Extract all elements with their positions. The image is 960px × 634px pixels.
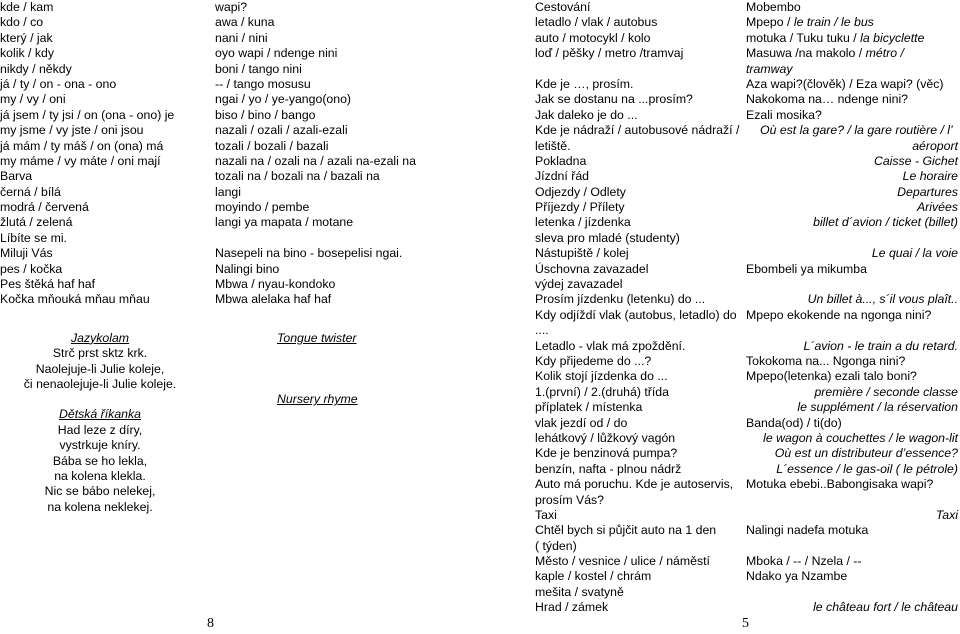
vocab-line: žlutá / zelená xyxy=(0,215,73,230)
vocab-line: wapi? xyxy=(215,0,248,14)
verse-line: Bába se ho lekla, xyxy=(52,453,148,468)
translation-line: Où est la gare? / la gare routière / l’ xyxy=(760,123,953,138)
vocab-line: oyo wapi / ndenge nini xyxy=(215,46,338,61)
nursery-rhyme-heading: Nursery rhyme xyxy=(277,392,358,407)
czech-word-list xyxy=(0,0,200,308)
phrase-line: Jak se dostanu na ...prosím? xyxy=(535,92,693,107)
translation-line: Ndako ya Nzambe xyxy=(746,569,848,584)
vocab-line: modrá / červená xyxy=(0,200,89,215)
phrase-line: Taxi xyxy=(535,507,557,522)
vocab-line: Mbwa alelaka haf haf xyxy=(215,292,332,307)
translation-line: billet d´avion / ticket (billet) xyxy=(813,215,958,230)
translation-line xyxy=(746,539,958,554)
translation-line: première / seconde classe xyxy=(814,384,958,399)
translation-line: Tokokoma na... Ngonga nini? xyxy=(746,353,906,368)
vocab-line: nikdy / někdy xyxy=(0,61,72,76)
vocab-line: nazali na / ozali na / azali na-ezali na xyxy=(215,153,416,168)
phrase-line: příplatek / místenka xyxy=(535,400,643,415)
translation-line xyxy=(746,15,958,30)
translation-line: Nakokoma na… ndenge nini? xyxy=(746,92,909,107)
vocab-line: moyindo / pembe xyxy=(215,200,310,215)
lingala-basics-column xyxy=(215,0,475,408)
phrase-line: Kolik stojí jízdenka do ... xyxy=(535,369,668,384)
translation-line: Mpepo(letenka) ezali talo boni? xyxy=(746,369,917,384)
phrase-line: Pokladna xyxy=(535,153,587,168)
verse-line: Nic se bábo nelekej, xyxy=(44,484,156,499)
phrase-line: Kdy odjíždí vlak (autobus, letadlo) do xyxy=(535,307,737,322)
page-number-left: 8 xyxy=(207,616,214,631)
phrase-line: Kde je benzinová pumpa? xyxy=(535,446,678,461)
rikanka-heading: Dětská říkanka xyxy=(58,407,141,422)
translation-line xyxy=(746,493,958,508)
lingala-part: Masuwa /na makolo / xyxy=(746,46,866,61)
translation-line xyxy=(746,323,958,338)
translation-line: L´essence / le gas-oil ( le pétrole) xyxy=(776,461,958,476)
phrase-line: sleva pro mladé (studenty) xyxy=(535,230,680,245)
translation-line xyxy=(746,231,958,246)
vocab-line: biso / bino / bango xyxy=(215,107,316,122)
phrase-line: prosím Vás? xyxy=(535,492,605,507)
translation-line: Taxi xyxy=(935,507,958,522)
phrase-line xyxy=(535,62,747,77)
phrase-line: Hrad / zámek xyxy=(535,600,609,615)
vocab-line: boni / tango nini xyxy=(215,61,302,76)
phrase-line: Město / vesnice / ulice / náměstí xyxy=(535,554,710,569)
vocab-line: já jsem / ty jsi / on (ona - ono) je xyxy=(0,107,175,122)
vocab-line: pes / kočka xyxy=(0,261,63,276)
czech-travel-list xyxy=(535,0,747,616)
vocab-line: awa / kuna xyxy=(215,15,275,30)
vocab-line: my / vy / oni xyxy=(0,92,66,107)
vocab-line: Miluji Vás xyxy=(0,246,53,261)
phrase-line: vlak jezdí od / do xyxy=(535,415,628,430)
translation-line: Departures xyxy=(897,184,958,199)
vocab-line: černá / bílá xyxy=(0,184,61,199)
phrase-line: Kdy přijedeme do ...? xyxy=(535,353,652,368)
vocab-line: Nalingi bino xyxy=(215,261,280,276)
translation-line: Le horaire xyxy=(902,169,958,184)
phrase-line: ( týden) xyxy=(535,538,577,553)
tongue-twister-heading: Tongue twister xyxy=(277,330,357,345)
phrase-line: benzín, nafta - plnou nádrž xyxy=(535,461,682,476)
phrase-line: Chtěl bych si půjčit auto na 1 den xyxy=(535,523,717,538)
phrase-line: kaple / kostel / chrám xyxy=(535,569,652,584)
vocab-line: Nasepeli na bino - bosepelisi ngai. xyxy=(215,246,403,261)
lingala-part: Mpepo / xyxy=(746,15,794,30)
phrase-line: mešita / svatyně xyxy=(535,584,624,599)
phrase-line: Nástupiště / kolej xyxy=(535,246,629,261)
translation-line: le supplément / la réservation xyxy=(797,400,958,415)
phrase-line: Příjezdy / Přílety xyxy=(535,200,625,215)
french-part: le train / le bus xyxy=(793,15,874,30)
vocab-line xyxy=(215,231,475,246)
translation-line: Le quai / la voie xyxy=(871,246,958,261)
vocab-line: já mám / ty máš / on (ona) má xyxy=(0,138,164,153)
vocab-line: nani / nini xyxy=(215,30,268,45)
translation-line: Où est un distributeur d’essence? xyxy=(774,446,958,461)
vocab-line: langi ya mapata / motane xyxy=(215,215,354,230)
vocab-line: Pes štěká haf haf xyxy=(0,277,96,292)
vocab-line: tozali na / bozali na / bazali na xyxy=(215,169,380,184)
translation-line xyxy=(746,31,958,46)
vocab-line: Kočka mňouká mňau mňau xyxy=(0,292,150,307)
phrase-line: Prosím jízdenku (letenku) do ... xyxy=(535,292,706,307)
phrase-line: Odjezdy / Odlety xyxy=(535,184,626,199)
translation-line xyxy=(746,46,958,61)
phrase-line: letiště. xyxy=(535,138,571,153)
verse-line: vystrkuje kníry. xyxy=(59,438,141,453)
translation-line: Arivées xyxy=(916,200,958,215)
vocab-line: nazali / ozali / azali-ezali xyxy=(215,123,348,138)
phrase-line: výdej zavazadel xyxy=(535,277,623,292)
phrase-line: Cestování xyxy=(535,0,591,14)
verse-line: Naolejuje-li Julie koleje, xyxy=(35,361,165,376)
phrase-line: 1.(první) / 2.(druhá) třída xyxy=(535,384,669,399)
page-number-right: 5 xyxy=(742,616,749,631)
translation-line: L´avion - le train a du retard. xyxy=(803,338,958,353)
phrase-line: Jízdní řád xyxy=(535,169,589,184)
jazykolam-heading: Jazykolam xyxy=(70,330,130,345)
czech-travel-column xyxy=(535,0,747,616)
vocab-line: Barva xyxy=(0,169,33,184)
vocab-line: -- / tango mosusu xyxy=(215,76,311,91)
verse-line: na kolena neklekej. xyxy=(47,499,153,514)
translation-line: Mpepo ekokende na ngonga nini? xyxy=(746,307,932,322)
verse-line: či nenaolejuje-li Julie koleje. xyxy=(23,376,177,391)
phrase-line: letadlo / vlak / autobus xyxy=(535,15,658,30)
translation-line: Un billet à..., s´il vous plaît.. xyxy=(807,292,958,307)
phrase-line: Auto má poruchu. Kde je autoservis, xyxy=(535,477,734,492)
vocab-line: já / ty / on - ona - ono xyxy=(0,76,117,91)
translation-line: tramway xyxy=(746,61,793,76)
lingala-french-travel-list xyxy=(746,0,958,616)
lingala-french-travel-column xyxy=(746,0,958,616)
translation-line: le château fort / le château xyxy=(813,600,958,615)
vocab-line: který / jak xyxy=(0,30,53,45)
translation-line xyxy=(746,277,958,292)
lingala-word-list xyxy=(215,0,475,308)
vocab-line: kdo / co xyxy=(0,15,44,30)
translation-line: Mboka / -- / Nzela / -- xyxy=(746,554,862,569)
translation-line: Ezali mosika? xyxy=(746,107,822,122)
translation-line: Banda(od) / ti(do) xyxy=(746,415,842,430)
phrase-line: letenka / jízdenka xyxy=(535,215,631,230)
phrase-line: Úschovna zavazadel xyxy=(535,261,649,276)
translation-line: Ebombeli ya mikumba xyxy=(746,261,867,276)
phrase-line: Kde je …, prosím. xyxy=(535,76,634,91)
tongue-twister-section xyxy=(0,331,200,515)
vocab-line: Mbwa / nyau-kondoko xyxy=(215,277,336,292)
vocab-line: my máme / vy máte / oni mají xyxy=(0,153,161,168)
verse-line: Had leze z díry, xyxy=(57,422,143,437)
phrase-line: lehátkový / lůžkový vagón xyxy=(535,430,676,445)
french-part: métro / xyxy=(865,46,904,61)
verse-line: na kolena klekla. xyxy=(54,468,146,483)
translation-line xyxy=(746,585,958,600)
phrase-line: Letadlo - vlak má zpoždění. xyxy=(535,338,686,353)
translation-line: Caisse - Gichet xyxy=(873,153,958,168)
phrase-line: auto / motocykl / kolo xyxy=(535,30,651,45)
phrase-line: Kde je nádraží / autobusové nádraží / xyxy=(535,123,740,138)
vocab-line: my jsme / vy jste / oni jsou xyxy=(0,123,144,138)
vocab-line: tozali / bozali / bazali xyxy=(215,138,329,153)
vocab-line: langi xyxy=(215,184,241,199)
translation-line: le wagon à couchettes / le wagon-lit xyxy=(763,430,958,445)
translation-line: Aza wapi?(člověk) / Eza wapi? (věc) xyxy=(746,76,944,91)
vocab-line: kolik / kdy xyxy=(0,46,54,61)
verse-line: Strč prst sktz krk. xyxy=(52,346,148,361)
translation-line: Nalingi nadefa motuka xyxy=(746,523,869,538)
translation-line: aéroport xyxy=(912,138,958,153)
phrase-line: loď / pěšky / metro /tramvaj xyxy=(535,46,684,61)
vocab-line: ngai / yo / ye-yango(ono) xyxy=(215,92,352,107)
french-part: la bicyclette xyxy=(860,30,925,45)
rikanka-text xyxy=(0,423,200,515)
vocab-line: Líbíte se mi. xyxy=(0,230,67,245)
translation-line: Motuka ebebi..Babongisaka wapi? xyxy=(746,477,934,492)
phrase-line: Jak daleko je do ... xyxy=(535,107,638,122)
jazykolam-text xyxy=(0,346,200,392)
phrase-line: .... xyxy=(535,323,549,338)
vocab-line: kde / kam xyxy=(0,0,54,14)
lingala-part: motuka / Tuku tuku / xyxy=(746,30,861,45)
translation-line: Mobembo xyxy=(746,0,801,14)
czech-basics-column xyxy=(0,0,200,515)
